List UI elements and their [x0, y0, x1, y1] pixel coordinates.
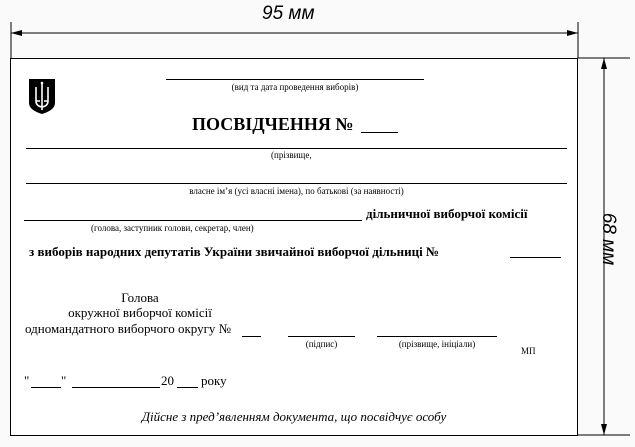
date-open-quote: ": [24, 373, 30, 388]
date-close-quote: ": [61, 373, 67, 388]
date-month-field: [72, 387, 160, 388]
commission-label: дільничної виборчої комісії: [366, 206, 528, 221]
elections-line: з виборів народних депутатів України звичайної виборчої дільниці №: [29, 244, 440, 259]
signature-caption: (підпис): [305, 339, 338, 349]
name-caption: власне ім’я (усі власні імена), по батькові (за наявності): [189, 186, 404, 196]
signatory-district: одномандатного виборчого округу №: [25, 321, 232, 336]
seal-caption: МП: [521, 346, 536, 356]
width-dimension-label: 95 мм: [262, 3, 315, 24]
coat-of-arms-icon: [27, 77, 57, 115]
district-number-field: [242, 336, 261, 337]
signatory-commission: окружної виборчої комісії: [68, 305, 212, 320]
position-field: [24, 220, 362, 221]
signatory-title: Голова: [121, 290, 159, 305]
certificate-title: ПОСВІДЧЕННЯ №: [192, 114, 354, 134]
width-dimension-arrow: [0, 0, 635, 60]
date-century: 20: [161, 373, 174, 388]
signatory-name-field: [377, 336, 497, 337]
date-day-field: [31, 387, 61, 388]
date-year-field: [177, 387, 198, 388]
precinct-number-field: [510, 257, 561, 258]
validity-note: Дійсне з пред’явленням документа, що посвідчує особу: [141, 409, 447, 424]
surname-caption: (прізвище,: [271, 150, 312, 160]
date-year-word: року: [201, 373, 227, 388]
certificate-number-field: [361, 132, 398, 133]
height-dimension-label: 68 мм: [598, 212, 620, 266]
election-caption: (вид та дата проведення виборів): [231, 82, 359, 92]
certificate-card: [10, 58, 578, 436]
position-caption: (голова, заступник голови, секретар, член): [91, 223, 254, 233]
signatory-name-caption: (прізвище, ініціали): [398, 339, 476, 349]
signature-field: [288, 336, 355, 337]
